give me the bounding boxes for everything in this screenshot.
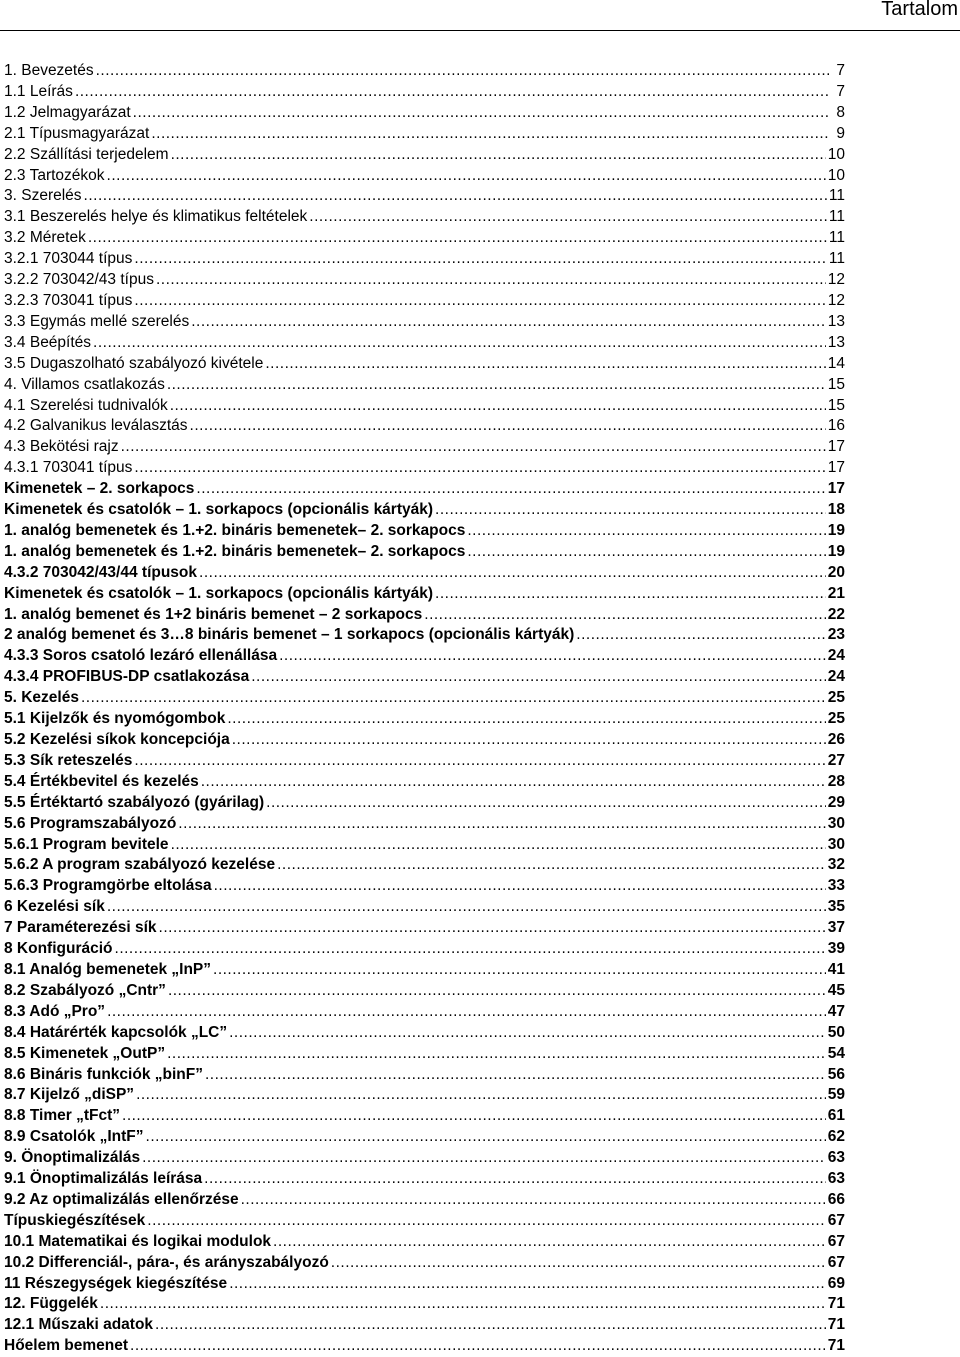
toc-entry-title: Hőelem bemenet <box>4 1337 129 1355</box>
toc-entry-page-number: 59 <box>827 1086 845 1104</box>
toc-entry[interactable] <box>4 667 845 688</box>
toc-dot-leader <box>167 375 826 396</box>
toc-entry-title: 3.2.2 703042/43 típus <box>4 271 154 289</box>
toc-entry-page-number: 14 <box>827 354 845 372</box>
toc-entry-title: 8.5 Kimenetek „OutP” <box>4 1044 166 1062</box>
toc-dot-leader <box>227 709 825 730</box>
toc-entry-page-number: 67 <box>827 1232 845 1250</box>
toc-entry-page-number: 15 <box>827 375 845 393</box>
toc-dot-leader <box>81 688 826 709</box>
toc-entry-page-number: 13 <box>827 333 845 351</box>
toc-dot-leader <box>122 1106 826 1127</box>
toc-entry-title: 8.7 Kijelző „diSP” <box>4 1086 135 1104</box>
toc-entry[interactable] <box>4 730 845 751</box>
toc-entry-title: 5.4 Értékbevitel és kezelés <box>4 772 199 790</box>
toc-entry-title: 3.1 Beszerelés helye és klimatikus feltételek <box>4 208 308 226</box>
toc-entry-page-number: 15 <box>827 396 845 414</box>
toc-entry-title: 8.9 Csatolók „IntF” <box>4 1128 144 1146</box>
toc-entry[interactable] <box>4 709 845 730</box>
toc-entry-page-number: 71 <box>827 1337 845 1355</box>
toc-dot-leader <box>191 312 826 333</box>
toc-entry[interactable] <box>4 166 845 187</box>
toc-entry[interactable] <box>4 354 845 375</box>
toc-dot-leader <box>265 354 825 375</box>
toc-entry[interactable] <box>4 584 845 605</box>
toc-entry-title: 3.5 Dugaszolható szabályozó kivétele <box>4 354 264 372</box>
toc-dot-leader <box>107 897 826 918</box>
toc-dot-leader <box>142 1148 826 1169</box>
toc-entry-page-number: 19 <box>827 521 845 539</box>
toc-entry-title: 8.8 Timer „tFct” <box>4 1107 121 1125</box>
toc-entry-title: 2 analóg bemenet és 3…8 bináris bemenet – 1 sorkapocs (opcionális kártyák) <box>4 626 575 644</box>
toc-entry-title: 8.4 Határérték kapcsolók „LC” <box>4 1023 228 1041</box>
toc-dot-leader <box>213 960 826 981</box>
toc-dot-leader <box>159 918 826 939</box>
toc-entry[interactable] <box>4 1190 845 1211</box>
toc-entry[interactable] <box>4 1336 845 1357</box>
toc-entry-page-number: 27 <box>827 751 845 769</box>
toc-entry-title: 2.1 Típusmagyarázat <box>4 124 150 142</box>
toc-entry[interactable] <box>4 772 845 793</box>
toc-entry-title: 12.1 Műszaki adatok <box>4 1316 154 1334</box>
toc-dot-leader <box>96 61 829 82</box>
toc-entry-page-number: 63 <box>827 1170 845 1188</box>
toc-entry-title: 4.3.3 Soros csatoló lezáró ellenállása <box>4 647 278 665</box>
toc-entry[interactable] <box>4 1253 845 1274</box>
toc-dot-leader <box>199 563 826 584</box>
toc-entry[interactable] <box>4 542 845 563</box>
toc-entry[interactable] <box>4 1065 845 1086</box>
toc-entry-page-number: 71 <box>827 1316 845 1334</box>
toc-entry-title: 5. Kezelés <box>4 689 79 707</box>
toc-entry-title: 5.5 Értéktartó szabályozó (gyárilag) <box>4 793 265 811</box>
toc-entry-title: Típuskiegészítések <box>4 1211 146 1229</box>
toc-entry[interactable] <box>4 814 845 835</box>
toc-dot-leader <box>229 1274 826 1295</box>
toc-entry-title: 9. Önoptimalizálás <box>4 1149 141 1167</box>
toc-entry-title: 2.3 Tartozékok <box>4 166 105 184</box>
toc-entry-title: 8.2 Szabályozó „Cntr” <box>4 981 166 999</box>
toc-dot-leader <box>435 500 826 521</box>
toc-dot-leader <box>134 751 825 772</box>
toc-entry[interactable] <box>4 82 845 103</box>
toc-entry[interactable] <box>4 1106 845 1127</box>
toc-entry[interactable] <box>4 103 845 124</box>
toc-entry-title: 1.1 Leírás <box>4 82 73 100</box>
toc-entry-page-number: 18 <box>827 501 845 519</box>
toc-entry-title: 3.2 Méretek <box>4 229 86 247</box>
toc-entry-title: 3.4 Beépítés <box>4 333 92 351</box>
toc-entry[interactable] <box>4 207 845 228</box>
toc-entry-page-number: 8 <box>836 103 845 121</box>
toc-entry[interactable] <box>4 688 845 709</box>
toc-entry-title: 8.6 Bináris funkciók „binF” <box>4 1065 203 1083</box>
toc-entry[interactable] <box>4 291 845 312</box>
toc-entry[interactable] <box>4 563 845 584</box>
toc-entry-page-number: 71 <box>827 1295 845 1313</box>
toc-entry-page-number: 24 <box>827 647 845 665</box>
toc-entry[interactable] <box>4 1127 845 1148</box>
toc-entry-page-number: 24 <box>827 668 845 686</box>
toc-entry[interactable] <box>4 270 845 291</box>
toc-entry[interactable] <box>4 646 845 667</box>
toc-entry-title: 11 Részegységek kiegészítése <box>4 1274 228 1292</box>
toc-entry[interactable] <box>4 1044 845 1065</box>
toc-entry[interactable] <box>4 835 845 856</box>
toc-entry-title: 4.3.4 PROFIBUS-DP csatlakozása <box>4 668 250 686</box>
toc-dot-leader <box>146 1127 826 1148</box>
toc-entry-title: 1. analóg bemenet és 1+2 bináris bemenet – 2 sorkapocs <box>4 605 423 623</box>
toc-dot-leader <box>134 249 826 270</box>
toc-entry-page-number: 19 <box>827 542 845 560</box>
toc-entry[interactable] <box>4 876 845 897</box>
toc-entry-page-number: 7 <box>836 62 845 79</box>
toc-entry-title: 10.1 Matematikai és logikai modulok <box>4 1232 272 1250</box>
toc-entry-page-number: 12 <box>827 271 845 289</box>
toc-entry-page-number: 7 <box>836 82 845 100</box>
toc-entry[interactable] <box>4 981 845 1002</box>
toc-dot-leader <box>170 396 826 417</box>
toc-entry-page-number: 61 <box>827 1107 845 1125</box>
toc-entry-title: 3.2.3 703041 típus <box>4 291 133 309</box>
toc-dot-leader <box>204 1169 826 1190</box>
toc-entry[interactable] <box>4 939 845 960</box>
toc-dot-leader <box>134 291 825 312</box>
toc-entry[interactable] <box>4 605 845 626</box>
toc-entry[interactable] <box>4 500 845 521</box>
toc-entry-page-number: 69 <box>827 1274 845 1292</box>
toc-entry[interactable] <box>4 145 845 166</box>
toc-entry-page-number: 67 <box>827 1211 845 1229</box>
toc-entry[interactable] <box>4 1211 845 1232</box>
toc-entry[interactable] <box>4 751 845 772</box>
toc-entry[interactable] <box>4 249 845 270</box>
toc-dot-leader <box>156 270 826 291</box>
toc-dot-leader <box>93 333 826 354</box>
toc-dot-leader <box>214 876 826 897</box>
toc-entry-page-number: 63 <box>827 1149 845 1167</box>
toc-dot-leader <box>190 416 826 437</box>
toc-entry-page-number: 30 <box>827 835 845 853</box>
toc-entry[interactable] <box>4 1274 845 1295</box>
toc-entry-page-number: 12 <box>827 291 845 309</box>
toc-dot-leader <box>251 667 826 688</box>
toc-entry-page-number: 17 <box>827 438 845 456</box>
toc-entry[interactable] <box>4 61 845 82</box>
toc-entry-page-number: 30 <box>827 814 845 832</box>
toc-entry-page-number: 25 <box>827 710 845 728</box>
toc-entry-page-number: 32 <box>827 856 845 874</box>
toc-entry-page-number: 17 <box>827 459 845 477</box>
toc-entry-page-number: 29 <box>827 793 845 811</box>
toc-entry[interactable] <box>4 1023 845 1044</box>
toc-entry-title: 9.1 Önoptimalizálás leírása <box>4 1170 203 1188</box>
toc-entry-page-number: 11 <box>828 187 845 205</box>
toc-entry[interactable] <box>4 897 845 918</box>
toc-entry-title: 6 Kezelési sík <box>4 898 105 916</box>
toc-dot-leader <box>168 981 826 1002</box>
toc-dot-leader <box>107 166 826 187</box>
toc-entry-page-number: 67 <box>827 1253 845 1271</box>
toc-entry-title: 4.1 Szerelési tudnivalók <box>4 396 168 414</box>
toc-entry-title: Kimenetek – 2. sorkapocs <box>4 480 195 498</box>
toc-dot-leader <box>266 793 826 814</box>
toc-entry-title: 4. Villamos csatlakozás <box>4 375 165 393</box>
toc-entry[interactable] <box>4 521 845 542</box>
toc-dot-leader <box>229 1023 826 1044</box>
toc-entry-title: 8.3 Adó „Pro” <box>4 1002 106 1020</box>
toc-dot-leader <box>435 584 826 605</box>
toc-entry-title: 5.6.2 A program szabályozó kezelése <box>4 856 276 874</box>
toc-entry[interactable] <box>4 960 845 981</box>
toc-entry-page-number: 17 <box>827 480 845 498</box>
toc-entry-title: 4.3.2 703042/43/44 típusok <box>4 563 198 581</box>
toc-dot-leader <box>205 1065 826 1086</box>
toc-entry[interactable] <box>4 437 845 458</box>
toc-entry-title: 5.6.3 Programgörbe eltolása <box>4 877 212 895</box>
toc-entry-title: 5.6.1 Program bevitele <box>4 835 169 853</box>
toc-entry-page-number: 50 <box>827 1023 845 1041</box>
toc-entry-title: 1.2 Jelmagyarázat <box>4 103 131 121</box>
toc-entry-title: 4.3 Bekötési rajz <box>4 438 119 456</box>
toc-dot-leader <box>424 605 825 626</box>
toc-dot-leader <box>201 772 826 793</box>
toc-dot-leader <box>277 855 826 876</box>
toc-entry-page-number: 66 <box>827 1190 845 1208</box>
toc-dot-leader <box>84 186 827 207</box>
toc-entry-page-number: 11 <box>828 208 845 226</box>
toc-entry[interactable] <box>4 458 845 479</box>
toc-entry[interactable] <box>4 124 845 145</box>
toc-entry[interactable] <box>4 416 845 437</box>
table-of-contents <box>4 61 845 1357</box>
toc-entry-page-number: 23 <box>827 626 845 644</box>
toc-entry-title: 1. analóg bemenetek és 1.+2. bináris bemenetek– 2. sorkapocs <box>4 521 466 539</box>
toc-entry[interactable] <box>4 1148 845 1169</box>
toc-entry-page-number: 47 <box>827 1002 845 1020</box>
toc-dot-leader <box>115 939 826 960</box>
toc-entry-title: 5.2 Kezelési síkok koncepciója <box>4 731 230 748</box>
toc-dot-leader <box>273 1232 826 1253</box>
toc-entry-title: Kimenetek és csatolók – 1. sorkapocs (opcionális kártyák) <box>4 501 434 519</box>
toc-entry-title: 5.6 Programszabályozó <box>4 814 177 832</box>
toc-entry[interactable] <box>4 1315 845 1336</box>
toc-dot-leader <box>467 542 825 563</box>
toc-entry[interactable] <box>4 1002 845 1023</box>
toc-dot-leader <box>171 145 826 166</box>
toc-dot-leader <box>75 82 829 103</box>
toc-entry-title: 2.2 Szállítási terjedelem <box>4 145 169 163</box>
toc-dot-leader <box>279 646 826 667</box>
toc-entry-title: 5.1 Kijelzők és nyomógombok <box>4 710 226 728</box>
toc-entry-page-number: 35 <box>827 898 845 916</box>
toc-entry[interactable] <box>4 625 845 646</box>
toc-entry-page-number: 22 <box>827 605 845 623</box>
toc-dot-leader <box>151 124 829 145</box>
toc-entry[interactable] <box>4 1294 845 1315</box>
toc-entry[interactable] <box>4 333 845 354</box>
toc-entry[interactable] <box>4 1085 845 1106</box>
toc-dot-leader <box>133 103 829 124</box>
toc-entry[interactable] <box>4 312 845 333</box>
toc-entry-page-number: 62 <box>827 1128 845 1146</box>
toc-entry-title: 12. Függelék <box>4 1295 98 1313</box>
toc-entry-page-number: 54 <box>827 1044 845 1062</box>
toc-dot-leader <box>134 458 825 479</box>
toc-dot-leader <box>136 1085 826 1106</box>
toc-dot-leader <box>121 437 826 458</box>
toc-entry-title: Kimenetek és csatolók – 1. sorkapocs (opcionális kártyák) <box>4 584 434 602</box>
toc-dot-leader <box>130 1336 826 1357</box>
toc-entry-title: 7 Paraméterezési sík <box>4 919 157 937</box>
toc-entry-page-number: 11 <box>828 229 845 247</box>
toc-entry-page-number: 37 <box>827 919 845 937</box>
toc-entry-title: 1. analóg bemenetek és 1.+2. bináris bemenetek– 2. sorkapocs <box>4 542 466 560</box>
toc-dot-leader <box>576 625 825 646</box>
toc-entry[interactable] <box>4 1232 845 1253</box>
toc-entry-page-number: 26 <box>827 731 845 748</box>
toc-entry-page-number: 20 <box>827 563 845 581</box>
toc-entry[interactable] <box>4 855 845 876</box>
toc-entry-title: 3.3 Egymás mellé szerelés <box>4 312 190 330</box>
toc-dot-leader <box>309 207 827 228</box>
toc-entry-page-number: 25 <box>827 689 845 707</box>
toc-entry-title: 8.1 Analóg bemenetek „InP” <box>4 960 212 978</box>
toc-dot-leader <box>232 730 826 751</box>
toc-entry-page-number: 13 <box>827 312 845 330</box>
toc-entry-page-number: 10 <box>827 145 845 163</box>
toc-entry[interactable] <box>4 479 845 500</box>
toc-dot-leader <box>167 1044 826 1065</box>
toc-entry-title: 8 Konfiguráció <box>4 940 113 958</box>
toc-entry[interactable] <box>4 375 845 396</box>
toc-entry[interactable] <box>4 228 845 249</box>
toc-dot-leader <box>331 1253 826 1274</box>
toc-dot-leader <box>88 228 827 249</box>
toc-entry-page-number: 39 <box>827 940 845 958</box>
toc-entry[interactable] <box>4 396 845 417</box>
toc-entry-page-number: 16 <box>827 417 845 435</box>
toc-dot-leader <box>178 814 825 835</box>
toc-entry-page-number: 11 <box>828 250 845 268</box>
toc-entry-title: 4.3.1 703041 típus <box>4 459 133 477</box>
toc-entry[interactable] <box>4 1169 845 1190</box>
toc-dot-leader <box>196 479 825 500</box>
toc-dot-leader <box>100 1294 826 1315</box>
toc-entry-title: 5.3 Sík reteszelés <box>4 751 133 769</box>
toc-entry[interactable] <box>4 186 845 207</box>
toc-entry-title: 4.2 Galvanikus leválasztás <box>4 417 188 435</box>
toc-entry[interactable] <box>4 793 845 814</box>
toc-dot-leader <box>147 1211 825 1232</box>
toc-dot-leader <box>171 835 826 856</box>
toc-dot-leader <box>107 1002 826 1023</box>
toc-entry-title: 3. Szerelés <box>4 187 82 205</box>
toc-entry-page-number: 10 <box>827 166 845 184</box>
toc-entry-page-number: 21 <box>827 584 845 602</box>
toc-entry[interactable] <box>4 918 845 939</box>
toc-entry-page-number: 33 <box>827 877 845 895</box>
toc-entry-page-number: 41 <box>827 960 845 978</box>
toc-entry-title: 3.2.1 703044 típus <box>4 250 133 268</box>
toc-entry-page-number: 28 <box>827 772 845 790</box>
toc-dot-leader <box>155 1315 826 1336</box>
toc-entry-title: 10.2 Differenciál-, pára-, és arányszabályozó <box>4 1253 329 1271</box>
toc-entry-title: 1. Bevezetés <box>4 62 94 79</box>
toc-entry-page-number: 56 <box>827 1065 845 1083</box>
toc-entry-title: 9.2 Az optimalizálás ellenőrzése <box>4 1190 239 1208</box>
toc-entry-page-number: 9 <box>836 124 845 142</box>
toc-entry-page-number: 45 <box>827 981 845 999</box>
page-header-title: Tartalom <box>881 0 958 20</box>
toc-dot-leader <box>467 521 825 542</box>
header-rule <box>0 30 960 31</box>
toc-dot-leader <box>241 1190 826 1211</box>
